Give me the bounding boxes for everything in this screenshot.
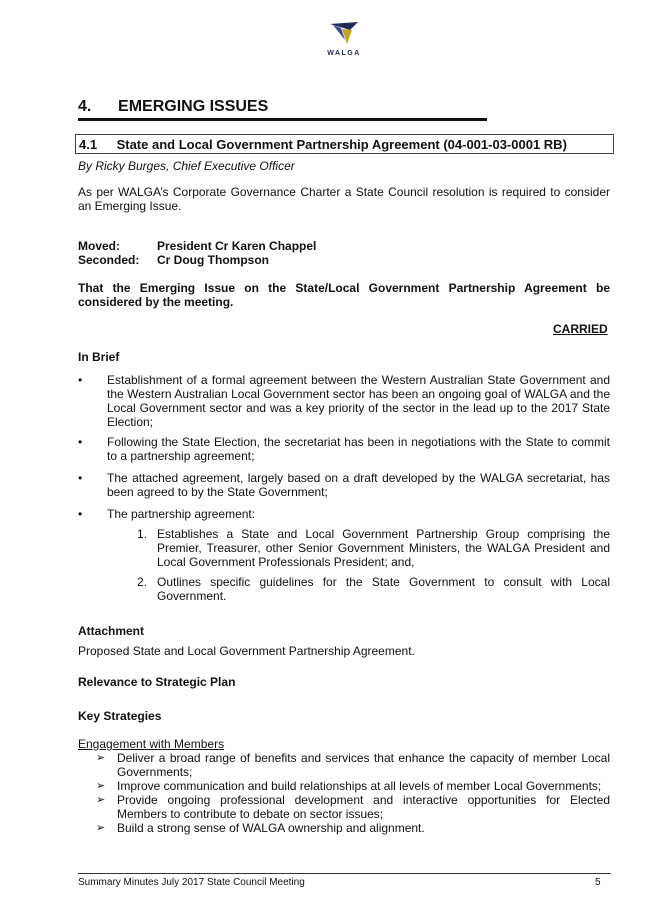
walga-logo [322,20,372,62]
bullet-dot: • [78,507,83,521]
section-heading [78,98,268,116]
arrow-bullet-icon: ➢ [96,780,106,792]
numbered-marker-2: 2. [137,575,148,589]
moved-label: Moved: [78,239,120,253]
bullet-dot: • [78,435,83,449]
attachment-heading: Attachment [78,624,145,638]
bullet-dot: • [78,471,83,485]
brief-bullet-3: The attached agreement, largely based on a draft developed by the WALGA secretariat, has been agreed to by the State Government; [107,471,610,499]
item-heading-box [75,134,614,154]
logo-text: WALGA [327,50,361,57]
bullet-dot: • [78,373,83,387]
key-strategies-heading: Key Strategies [78,709,162,723]
numbered-item-1: Establishes a State and Local Government Partnership Group comprising the Premier, Treasurer, other Senior Government Ministers, the WALGA President and Local Government Professionals President; and, [157,527,610,569]
strategy-item-2: Improve communication and build relationships at all levels of member Local Governments; [117,779,602,793]
moved-value: President Cr Karen Chappel [157,239,317,253]
numbered-marker-1: 1. [137,527,148,541]
brief-bullet-1: Establishment of a formal agreement between the Western Australian State Government and the Western Australian Local Government sector has been an ongoing goal of WALGA and the Local Government sector and was a key priority of the sector in the lead up to the 2017 State Election; [107,373,610,429]
page-number: 5 [595,877,601,888]
brief-bullet-4: The partnership agreement: [107,507,256,521]
carried-label: CARRIED [553,322,608,336]
seconded-value: Cr Doug Thompson [157,253,269,267]
brief-bullet-2: Following the State Election, the secretariat has been in negotiations with the State to commit to a partnership agreement; [107,435,610,463]
walga-logo-icon [328,20,360,48]
footer-title: Summary Minutes July 2017 State Council Meeting [78,877,305,888]
section-number: 4. [78,98,92,115]
arrow-bullet-icon: ➢ [96,794,106,806]
section-underline [78,118,487,121]
seconded-label: Seconded: [78,253,140,267]
arrow-bullet-icon: ➢ [96,822,106,834]
engagement-subheading: Engagement with Members [78,737,225,751]
numbered-item-2: Outlines specific guidelines for the State Government to consult with Local Government. [157,575,610,603]
item-heading: 4.1 State and Local Government Partnership Agreement (04-001-03-0001 RB) [79,137,567,152]
strategy-item-3: Provide ongoing professional development and interactive opportunities for Elected Members to contribute to debate on sector issues; [117,793,610,821]
in-brief-heading: In Brief [78,350,120,364]
relevance-heading: Relevance to Strategic Plan [78,675,236,689]
attachment-text: Proposed State and Local Government Partnership Agreement. [78,644,415,658]
strategy-item-4: Build a strong sense of WALGA ownership and alignment. [117,821,425,835]
intro-paragraph: As per WALGA’s Corporate Governance Charter a State Council resolution is required to consider an Emerging Issue. [78,185,610,213]
strategy-item-1: Deliver a broad range of benefits and services that enhance the capacity of member Local Governments; [117,751,610,779]
footer-rule [78,873,611,874]
author-line: By Ricky Burges, Chief Executive Officer [78,159,295,173]
arrow-bullet-icon: ➢ [96,752,106,764]
section-title: EMERGING ISSUES [118,98,269,115]
resolution-text: That the Emerging Issue on the State/Local Government Partnership Agreement be considered by the meeting. [78,281,610,309]
